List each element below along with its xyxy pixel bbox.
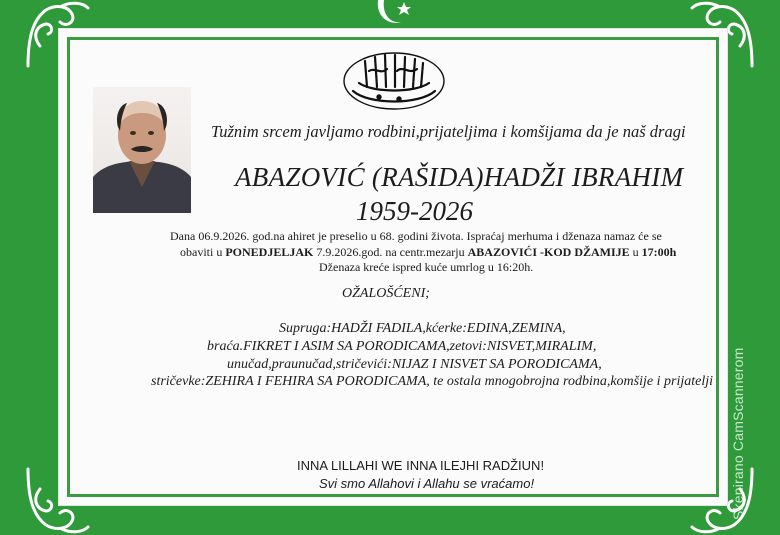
intro-text: Tužnim srcem javljamo rodbini,prijateljima i komšijama da je naš dragi <box>211 122 686 141</box>
life-years: 1959-2026 <box>356 196 473 226</box>
mourners-heading: OŽALOŠĆENI; <box>342 286 430 301</box>
funeral-time: 17:00h <box>641 245 677 259</box>
info-text: u <box>629 245 642 259</box>
closing-prayer: INNA LILLAHI WE INNA ILEJHI RADŽIUN! <box>297 458 545 473</box>
funeral-day: PONEDJELJAK <box>225 245 314 259</box>
info-line-2 <box>180 245 676 260</box>
deceased-photo <box>93 87 191 213</box>
cemetery-location: ABAZOVIĆI -KOD DŽAMIJE <box>467 245 630 259</box>
family-line-2: braća.FIKRET I ASIM SA PORODICAMA,zetovi:NISVET,MIRALIM, <box>207 339 597 354</box>
family-line-1: Supruga:HADŽI FADILA,kćerke:EDINA,ZEMINA, <box>279 321 566 336</box>
closing-translation: Svi smo Allahovi i Allahu se vraćamo! <box>319 476 535 491</box>
scanner-watermark: Skenirano CamScannerom <box>730 347 746 520</box>
calligraphy-emblem-icon <box>339 47 449 115</box>
family-line-4: stričevke:ZEHIRA I FEHIRA SA PORODICAMA, te ostala mnogobrojna rodbina,komšije i prijatelji <box>151 374 713 389</box>
info-line-3: Dženaza kreće ispred kuće umrlog u 16:20h. <box>319 260 534 274</box>
crescent-star-icon <box>372 0 416 28</box>
info-line-1: Dana 06.9.2026. god.na ahiret je preselio u 68. godini života. Ispraćaj merhuma i dženaza namaz će se <box>170 229 662 243</box>
deceased-name: ABAZOVIĆ (RAŠIDA)HADŽI IBRAHIM <box>235 162 684 192</box>
portrait-icon <box>93 87 191 213</box>
family-line-3: unučad,praunučad,stričevići:NIJAZ I NISVET SA PORODICAMA, <box>227 357 602 372</box>
info-text: obaviti u <box>180 245 226 259</box>
info-text: 7.9.2026.god. na centr.mezarju <box>313 245 468 259</box>
obituary-card <box>58 28 728 506</box>
